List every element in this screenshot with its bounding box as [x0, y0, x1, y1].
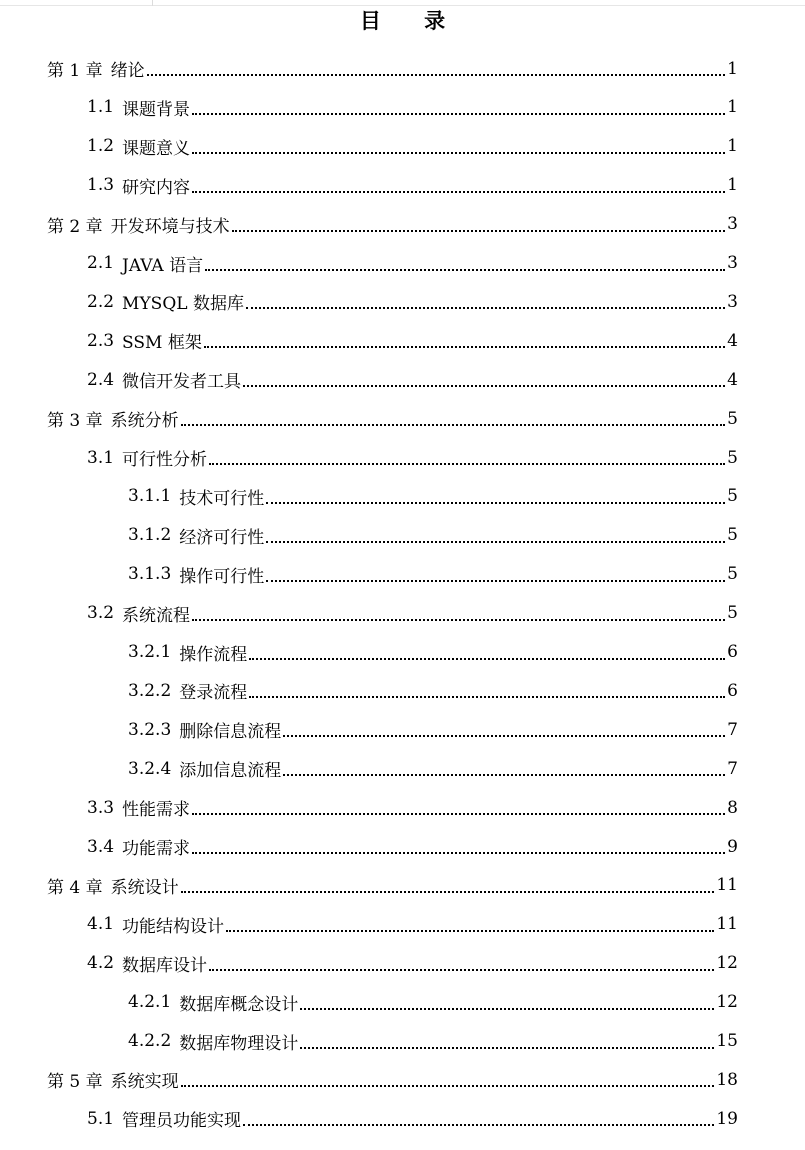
- dot-leader: [181, 1085, 715, 1087]
- dot-leader: [283, 774, 725, 776]
- toc-entry-number: 3.2.3: [128, 719, 172, 740]
- dot-leader: [181, 891, 715, 893]
- toc-entry-label: 系统实现: [110, 1072, 179, 1093]
- toc-entry-page: 5: [727, 564, 738, 585]
- dot-leader: [283, 735, 725, 737]
- toc-entry[interactable]: [128, 710, 738, 749]
- toc-entry[interactable]: [87, 788, 738, 827]
- dot-leader: [266, 580, 725, 582]
- toc-entry-page: 3: [727, 291, 738, 312]
- toc-entry-label: 课题意义: [122, 138, 191, 159]
- toc-entry[interactable]: [128, 749, 738, 788]
- toc-entry-number: 第 3 章: [47, 411, 103, 432]
- toc-entry-number: 5.1: [87, 1108, 115, 1129]
- toc-entry-page: 4: [727, 369, 738, 390]
- toc-entry[interactable]: [128, 555, 738, 594]
- toc-entry-number: 第 2 章: [47, 216, 103, 237]
- dot-leader: [192, 152, 725, 154]
- toc-entry-page: 6: [727, 642, 738, 662]
- toc-entry-page: 1: [727, 136, 738, 157]
- toc-entry[interactable]: [128, 477, 738, 516]
- toc-entry-label: 研究内容: [122, 177, 191, 198]
- toc-entry[interactable]: [128, 633, 738, 672]
- toc-entry-page: 5: [727, 408, 738, 429]
- toc-entry-page: 8: [727, 797, 738, 818]
- dot-leader: [192, 619, 725, 621]
- dot-leader: [204, 346, 725, 348]
- toc-entry-label: 微信开发者工具: [122, 372, 242, 393]
- toc-entry-page: 12: [716, 992, 738, 1013]
- toc-entry-number: 第 1 章: [47, 61, 103, 81]
- toc-entry-number: 3.2.1: [128, 642, 172, 662]
- toc-entry-number: 2.4: [87, 369, 115, 390]
- toc-entry-page: 3: [727, 214, 738, 235]
- toc-entry-number: 第 4 章: [47, 877, 103, 898]
- dot-leader: [243, 385, 725, 387]
- toc-entry-label: MYSQL 数据库: [122, 294, 244, 315]
- dot-leader: [226, 930, 714, 932]
- toc-entry[interactable]: [47, 866, 738, 905]
- toc-entry-label: 管理员功能实现: [122, 1111, 242, 1132]
- toc-entry-page: 3: [727, 253, 738, 273]
- toc-entry-label: 操作流程: [179, 644, 248, 665]
- toc-entry-label: 删除信息流程: [179, 722, 282, 743]
- toc-entry-number: 3.1.1: [128, 486, 172, 507]
- toc-entry[interactable]: [128, 671, 738, 710]
- toc-entry-page: 12: [716, 953, 738, 974]
- toc-entry[interactable]: [128, 516, 738, 555]
- toc-entry-page: 11: [716, 875, 738, 896]
- toc-entry-page: 1: [727, 58, 738, 79]
- toc-entry-label: SSM 框架: [122, 333, 202, 354]
- toc-entry-page: 5: [727, 525, 738, 546]
- toc-entry[interactable]: [87, 905, 738, 944]
- toc-entry-label: 系统设计: [110, 877, 179, 898]
- dot-leader: [147, 74, 726, 76]
- toc-entry-page: 1: [727, 175, 738, 196]
- dot-leader: [300, 1008, 714, 1010]
- toc-entry-number: 3.2: [87, 603, 115, 624]
- toc-entry-label: 经济可行性: [179, 527, 265, 548]
- dot-leader: [209, 463, 725, 465]
- toc-entry-label: 课题背景: [122, 99, 191, 120]
- dot-leader: [266, 541, 725, 543]
- toc-entry[interactable]: [87, 1099, 738, 1138]
- toc-entry[interactable]: [87, 166, 738, 205]
- dot-leader: [205, 269, 725, 271]
- toc-entry-number: 3.1.3: [128, 564, 172, 585]
- toc-entry-label: JAVA 语言: [122, 255, 204, 276]
- toc-entry-page: 6: [727, 680, 738, 701]
- toc-entry-page: 1: [727, 97, 738, 118]
- toc-entry[interactable]: [47, 399, 738, 438]
- toc-entry[interactable]: [87, 438, 738, 477]
- toc-entry-label: 可行性分析: [122, 450, 208, 470]
- toc-entry-label: 登录流程: [179, 683, 248, 704]
- dot-leader: [232, 230, 726, 232]
- dot-leader: [192, 813, 725, 815]
- toc-entry[interactable]: [47, 49, 738, 88]
- toc-entry-number: 4.2.2: [128, 1031, 172, 1051]
- toc-entry-label: 技术可行性: [179, 488, 265, 509]
- toc-entry-number: 3.4: [87, 836, 115, 857]
- toc-entry-page: 5: [727, 447, 738, 468]
- toc-entry-label: 绪论: [110, 61, 145, 81]
- toc-entry-number: 2.1: [87, 253, 115, 273]
- toc-entry[interactable]: [87, 827, 738, 866]
- toc-entry-page: 18: [716, 1069, 738, 1090]
- dot-leader: [192, 852, 725, 854]
- toc-entry-page: 4: [727, 330, 738, 351]
- toc-entry-number: 4.1: [87, 914, 115, 935]
- toc-entry[interactable]: [128, 983, 738, 1022]
- dot-leader: [300, 1047, 714, 1049]
- dot-leader: [192, 191, 725, 193]
- toc-entry-page: 7: [727, 758, 738, 779]
- toc-entry-page: 5: [727, 486, 738, 507]
- dot-leader: [249, 696, 725, 698]
- toc-entry-number: 3.1: [87, 447, 115, 468]
- toc-entry-number: 第 5 章: [47, 1072, 103, 1093]
- toc-entry-number: 4.2.1: [128, 992, 172, 1013]
- dot-leader: [209, 969, 714, 971]
- toc-entry-label: 数据库物理设计: [179, 1033, 299, 1054]
- toc-entry[interactable]: [87, 127, 738, 166]
- toc-entry[interactable]: [87, 594, 738, 633]
- toc-entry-label: 开发环境与技术: [110, 216, 230, 237]
- toc-entry-label: 系统流程: [122, 605, 191, 626]
- dot-leader: [249, 658, 725, 660]
- toc-entry[interactable]: [87, 88, 738, 127]
- toc-entry-number: 3.1.2: [128, 525, 172, 546]
- toc-entry[interactable]: [87, 321, 738, 360]
- dot-leader: [181, 424, 726, 426]
- toc-entry-label: 功能需求: [122, 839, 191, 859]
- toc-entry-page: 7: [727, 719, 738, 740]
- dot-leader: [192, 113, 725, 115]
- toc-entry-number: 3.2.4: [128, 758, 172, 779]
- toc-entry-label: 功能结构设计: [122, 916, 225, 937]
- toc-entry-label: 数据库设计: [122, 955, 208, 976]
- toc-entry-page: 19: [716, 1108, 738, 1129]
- toc-entry[interactable]: [87, 944, 738, 983]
- toc-entry[interactable]: [87, 244, 738, 283]
- toc-entry-label: 性能需求: [122, 800, 191, 821]
- toc-entry-page: 5: [727, 603, 738, 624]
- toc-entry-page: 11: [716, 914, 738, 935]
- toc-entry-page: 15: [716, 1031, 738, 1051]
- toc-entry[interactable]: [47, 1060, 738, 1099]
- toc-entry-label: 添加信息流程: [179, 761, 282, 782]
- toc-entry-label: 操作可行性: [179, 566, 265, 587]
- toc-entry-number: 2.2: [87, 291, 115, 312]
- toc-entry[interactable]: [47, 205, 738, 244]
- dot-leader: [246, 307, 725, 309]
- dot-leader: [266, 502, 725, 504]
- toc-entry[interactable]: [128, 1022, 738, 1061]
- dot-leader: [243, 1124, 714, 1126]
- toc-title: 目 录: [359, 8, 464, 33]
- toc-entry-number: 2.3: [87, 330, 115, 351]
- toc-entry-label: 系统分析: [110, 411, 179, 432]
- toc-entry[interactable]: [87, 282, 738, 321]
- toc-entry-page: 9: [727, 836, 738, 857]
- toc-entry[interactable]: [87, 360, 738, 399]
- toc-entry-number: 1.3: [87, 175, 115, 196]
- toc-entry-label: 数据库概念设计: [179, 994, 299, 1015]
- toc-entry-number: 1.1: [87, 97, 115, 118]
- toc-entry-number: 3.3: [87, 797, 115, 818]
- toc-entry-number: 3.2.2: [128, 680, 172, 701]
- toc-entry-number: 1.2: [87, 136, 115, 157]
- toc-entry-number: 4.2: [87, 953, 115, 974]
